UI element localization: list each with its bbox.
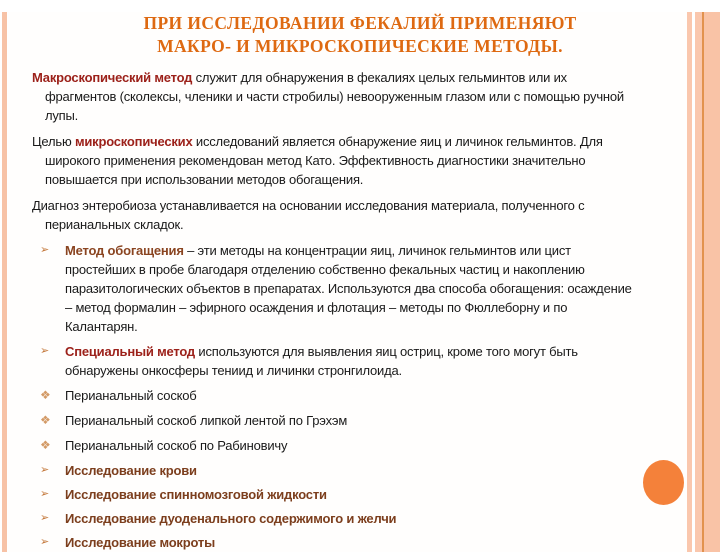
paragraph-microscopic xyxy=(32,132,640,189)
bullet-csf-research-text: Исследование спинномозговой жидкости xyxy=(65,487,327,502)
slide-title xyxy=(60,12,660,58)
bullet-enrichment-text: – эти методы на концентрации яиц, личинок гельминтов или цист простейших в пробе благодаря отделению собственно фекальных частиц и накоплению паразитологических объектов в препаратах. Используются два способа обогащения: осаждение – метод формалин – эфирного осаждения и флотация – методы по Фюллеборну и по Калантарян. xyxy=(65,243,632,334)
diamond-bullet-icon: ❖ xyxy=(40,438,51,452)
right-border-stripes xyxy=(687,12,720,552)
bullet-sputum-research-text: Исследование мокроты xyxy=(65,535,215,550)
arrow-bullet-icon: ➢ xyxy=(40,244,50,256)
paragraph-enterobiosis xyxy=(32,196,640,234)
keyword-special-method: Специальный метод xyxy=(65,344,195,359)
arrow-bullet-icon: ➢ xyxy=(40,488,50,500)
diamond-bullet-icon: ❖ xyxy=(40,413,51,427)
slide-title-line2: МАКРО- И МИКРОСКОПИЧЕСКИЕ МЕТОДЫ. xyxy=(157,36,563,56)
diamond-bullet-icon: ❖ xyxy=(40,388,51,402)
slide-body xyxy=(0,68,640,552)
bullet-duodenal-research xyxy=(40,509,640,528)
bullet-perianal-scrape xyxy=(40,386,640,405)
presentation-slide xyxy=(0,12,720,552)
bullet-perianal-scrape-rabinovich-text: Перианальный соскоб по Рабиновичу xyxy=(65,438,288,453)
paragraph-enterobiosis-text: Диагноз энтеробиоза устанавливается на основании исследования материала, полученного с перианальных складок. xyxy=(32,198,585,232)
bullet-special-method xyxy=(40,342,640,380)
bullet-sputum-research xyxy=(40,533,640,552)
bullet-enrichment-method xyxy=(40,241,640,336)
bullet-csf-research xyxy=(40,485,640,504)
paragraph-macroscopic-text: служит для обнаружения в фекалиях целых гельминтов или их фрагментов (сколексы, членики и части стробилы) невооруженным глазом или с помощью ручной лупы. xyxy=(45,70,624,123)
bullet-duodenal-research-text: Исследование дуоденального содержимого и желчи xyxy=(65,511,397,526)
arrow-bullet-icon: ➢ xyxy=(40,464,50,476)
orange-circle-decoration xyxy=(643,460,684,505)
keyword-enrichment-method: Метод обогащения xyxy=(65,243,184,258)
bullet-perianal-scrape-tape-text: Перианальный соскоб липкой лентой по Грэхэм xyxy=(65,413,348,428)
bullet-perianal-scrape-tape xyxy=(40,411,640,430)
slide-title-line1: ПРИ ИССЛЕДОВАНИИ ФЕКАЛИЙ ПРИМЕНЯЮТ xyxy=(143,13,577,33)
keyword-microscopic: микроскопических xyxy=(74,134,193,149)
arrow-bullet-icon: ➢ xyxy=(40,345,50,357)
paragraph-microscopic-pre: Целью xyxy=(32,134,75,149)
bullet-perianal-scrape-rabinovich xyxy=(40,436,640,455)
arrow-bullet-icon: ➢ xyxy=(40,536,50,548)
paragraph-macroscopic xyxy=(32,68,640,125)
bullet-blood-research-text: Исследование крови xyxy=(65,463,197,478)
arrow-bullet-icon: ➢ xyxy=(40,512,50,524)
bullet-perianal-scrape-text: Перианальный соскоб xyxy=(65,388,197,403)
keyword-macroscopic-method: Макроскопический метод xyxy=(32,70,193,85)
bullet-special-text: используются для выявления яиц остриц, кроме того могут быть обнаружены онкосферы тениид и личинки стронгилоида. xyxy=(65,344,578,378)
paragraph-microscopic-text: исследований является обнаружение яиц и личинок гельминтов. Для широкого применения рекомендован метод Като. Эффективность диагностики значительно повышается при использовании методов обогащения. xyxy=(45,134,603,187)
bullet-blood-research xyxy=(40,461,640,480)
